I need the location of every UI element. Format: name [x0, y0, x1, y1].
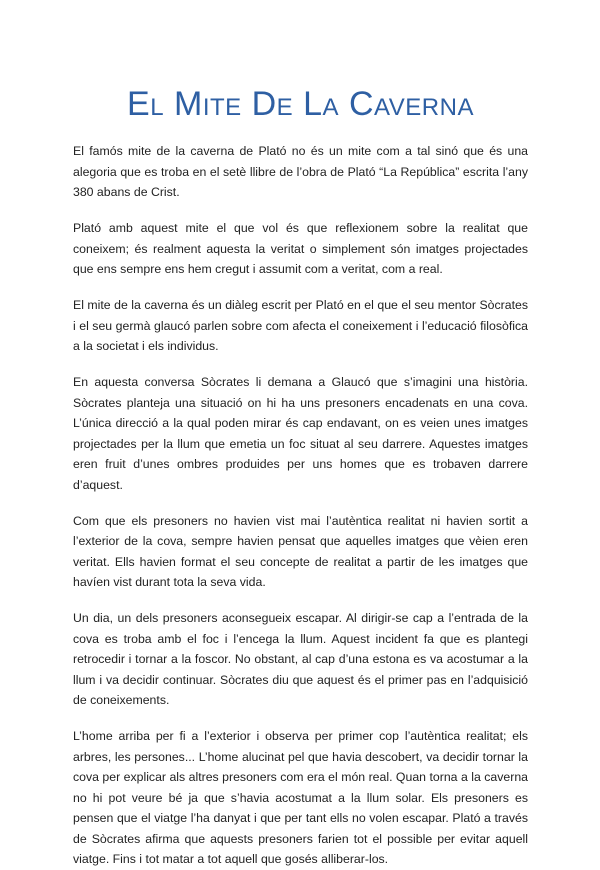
paragraph-1: El famós mite de la caverna de Plató no és un mite com a tal sinó que és una alegoria que es troba en el setè llibre de l’obra de Plató “La República” escrita l’any 380 abans de Crist.: [73, 144, 528, 199]
paragraph-7: L’home arriba per fi a l’exterior i observa per primer cop l’autèntica realitat; els arbres, les persones... L’home alucinat pel que havia descobert, va decidir tornar la cova per explicar als altres presoners com era el món real. Quan torna a la caverna no hi pot veure bé ja que s’havia acostumat a la llum solar. Els presoners es pensen que el viatge l’ha danyat i que per tant ells no volen escapar. Plató a través de Sòcrates afirma que aquests presoners farien tot el possible per evitar aquell viatge. Fins i tot matar a tot aquell que gosés alliberar-los.: [73, 729, 528, 866]
paragraph-4: En aquesta conversa Sòcrates li demana a Glaucó que s’imagini una història. Sòcrates planteja una situació on hi ha uns presoners encadenats en una cova. L’única direcció a la qual poden mirar és cap endavant, on es veien unes imatges projectades per la llum que emetia un foc situat al seu darrere. Aquestes imatges eren fruit d’unes ombres produides per uns homes que es trobaven darrere d’aquest.: [73, 375, 528, 492]
paragraph-2: Plató amb aquest mite el que vol és que reflexionem sobre la realitat que coneixem; és realment aquesta la veritat o simplement són imatges projectades que ens sempre ens hem cregut i assumit com a veritat, com a real.: [73, 221, 528, 276]
document-title: El Mite De La Caverna: [127, 85, 474, 123]
paragraph-3: El mite de la caverna és un diàleg escrit per Plató en el que el seu mentor Sòcrates i el seu germà glaucó parlen sobre com afecta el coneixement i l’educació filosòfica a la societat i els individus.: [73, 298, 528, 353]
paragraph-6: Un dia, un dels presoners aconsegueix escapar. Al dirigir-se cap a l’entrada de la cova es troba amb el foc i l’encega la llum. Aquest incident fa que es plantegi retrocedir i tornar a la foscor. No obstant, al cap d’una estona es va acostumar a la llum i va decidir continuar. Sòcrates diu que aquest és el primer pas en l’adquisició de coneixements.: [73, 611, 528, 707]
paragraph-5: Com que els presoners no havien vist mai l’autèntica realitat ni havien sortit a l’exterior de la cova, sempre havien pensat que aquelles imatges que vèien eren veritat. Ells havien format el seu concepte de realitat a partir de les imatges que havíen vist durant tota la seva vida.: [73, 513, 528, 589]
